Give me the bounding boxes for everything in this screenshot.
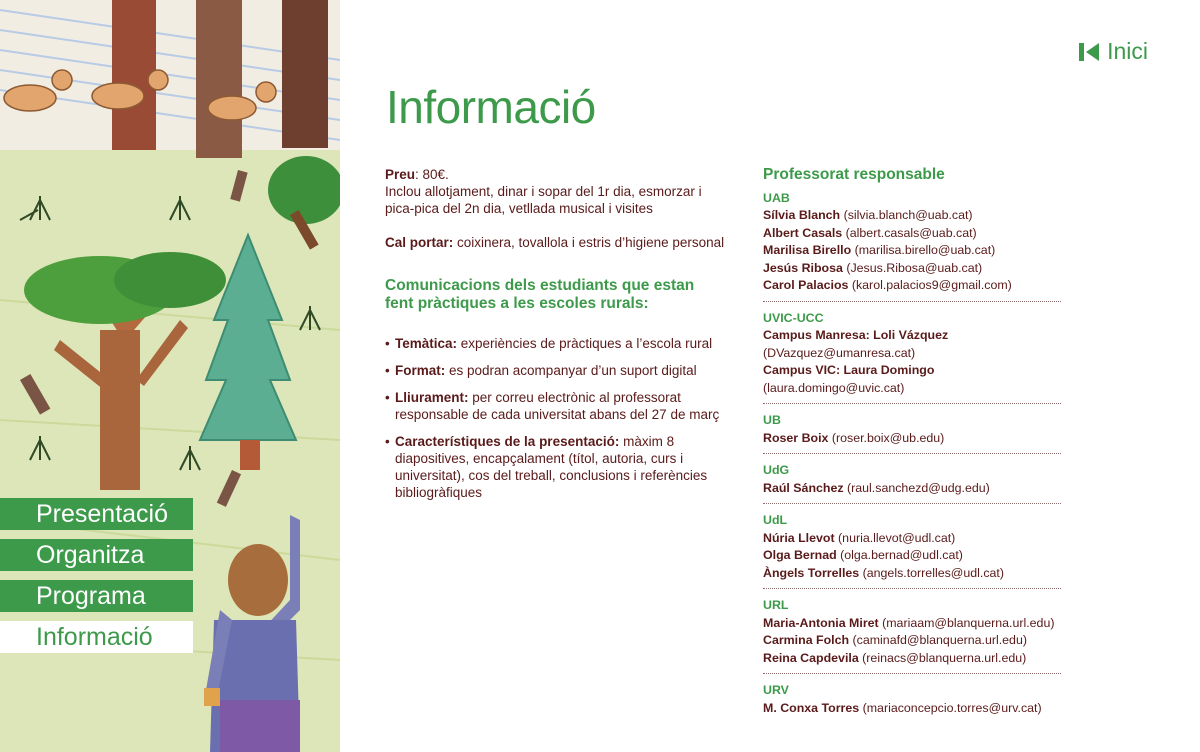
- list-item: [763, 615, 1061, 633]
- person-name: Albert Casals: [763, 225, 843, 240]
- list-item: [385, 362, 725, 379]
- home-label: Inici: [1107, 38, 1148, 64]
- bullet-label: Temàtica:: [395, 336, 458, 351]
- person-name: Sílvia Blanch: [763, 208, 841, 222]
- person-name: Olga Bernad: [763, 548, 837, 562]
- person-name: Núria Llevot: [763, 530, 835, 545]
- person-name: Campus VIC: Laura Domingo: [763, 363, 935, 377]
- list-item: [763, 362, 1061, 397]
- person-email[interactable]: (karol.palacios9@gmail.com): [848, 278, 1012, 292]
- person-name: M. Conxa Torres: [763, 700, 860, 715]
- price-value: : 80€.: [415, 167, 449, 182]
- person-name: Reina Capdevila: [763, 650, 859, 665]
- bullet-text: es podran acompanyar d’un suport digital: [445, 363, 697, 378]
- bullet-label: Format:: [395, 363, 446, 378]
- list-item: [763, 650, 1061, 668]
- person-name: Marilisa Birello: [763, 243, 852, 257]
- list-item: [763, 430, 1061, 448]
- person-email[interactable]: (caminafd@blanquerna.url.edu): [849, 633, 1027, 647]
- person-email[interactable]: (Jesus.Ribosa@uab.cat): [842, 260, 983, 275]
- university-group-ub: [763, 412, 1061, 454]
- person-email[interactable]: (raul.sanchezd@udg.edu): [843, 480, 990, 495]
- person-name: Maria-Antonia Miret: [763, 615, 879, 630]
- person-name: Campus Manresa: Loli Vázquez: [763, 328, 949, 342]
- bullet-text: per correu electrònic al professorat responsable de cada universitat abans del 27 de març: [395, 390, 720, 422]
- person-email[interactable]: (marilisa.birello@uab.cat): [851, 243, 996, 257]
- bullet-label: Lliurament:: [395, 390, 469, 405]
- list-item: [763, 530, 1061, 548]
- person-name: Àngels Torrelles: [763, 565, 860, 580]
- bring-value: coixinera, tovallola i estris d’higiene personal: [453, 235, 725, 250]
- university-name: URV: [763, 683, 789, 697]
- nav-item-organitza[interactable]: Organitza: [0, 539, 193, 571]
- staff-heading: Professorat responsable: [763, 166, 945, 183]
- price-block: [385, 166, 725, 217]
- person-email[interactable]: (albert.casals@uab.cat): [842, 225, 977, 240]
- bullet-text: experiències de pràctiques a l’escola rural: [457, 336, 713, 351]
- list-item: [385, 433, 725, 501]
- list-item: [763, 480, 1061, 498]
- university-name: UVIC-UCC: [763, 310, 824, 325]
- section-nav: [0, 498, 193, 662]
- list-item: [385, 389, 725, 423]
- university-name: UdL: [763, 513, 788, 527]
- person-email[interactable]: (laura.domingo@uvic.cat): [763, 380, 905, 395]
- university-group-uvic: [763, 310, 1061, 405]
- university-group-url: [763, 597, 1061, 674]
- comms-list: [385, 335, 725, 501]
- bring-label: Cal portar:: [385, 235, 454, 250]
- list-item: [763, 700, 1061, 718]
- list-item: [763, 207, 1061, 225]
- list-item: [763, 277, 1061, 295]
- list-item: [763, 242, 1061, 260]
- person-email[interactable]: (olga.bernad@udl.cat): [836, 548, 963, 562]
- person-email[interactable]: (mariaam@blanquerna.url.edu): [878, 615, 1055, 630]
- nav-item-presentacio[interactable]: Presentació: [0, 498, 193, 530]
- info-column: [385, 166, 725, 511]
- person-email[interactable]: (nuria.llevot@udl.cat): [834, 530, 956, 545]
- home-icon: [1079, 42, 1099, 62]
- person-email[interactable]: (roser.boix@ub.edu): [828, 430, 945, 445]
- university-group-urv: [763, 682, 1061, 723]
- nav-item-informacio[interactable]: Informació: [0, 621, 193, 653]
- person-email[interactable]: (mariaconcepcio.torres@urv.cat): [859, 700, 1042, 715]
- list-item: [763, 565, 1061, 583]
- comms-heading: Comunicacions dels estudiants que estan fent pràctiques a les escoles rurals:: [385, 277, 695, 312]
- university-group-uab: [763, 190, 1061, 302]
- university-name: UdG: [763, 463, 790, 477]
- price-label: Preu: [385, 167, 416, 182]
- person-email[interactable]: (DVazquez@umanresa.cat): [763, 345, 916, 360]
- university-name: UAB: [763, 190, 790, 205]
- person-name: Carol Palacios: [763, 278, 849, 292]
- person-name: Carmina Folch: [763, 633, 850, 647]
- bullet-text: màxim 8 diapositives, encapçalament (títol, autoria, curs i universitat), cos del treball, conclusions i referències bibliogràfiques: [395, 434, 708, 500]
- university-group-udg: [763, 462, 1061, 504]
- university-name: UB: [763, 413, 781, 427]
- bring-block: [385, 234, 725, 251]
- university-group-udl: [763, 512, 1061, 589]
- person-name: Jesús Ribosa: [763, 260, 843, 275]
- person-email[interactable]: (reinacs@blanquerna.url.edu): [858, 650, 1027, 665]
- person-name: Raúl Sánchez: [763, 480, 844, 495]
- home-link[interactable]: [1079, 38, 1148, 65]
- list-item: [763, 327, 1061, 362]
- page-title: Informació: [386, 81, 596, 133]
- list-item: [763, 547, 1061, 565]
- person-email[interactable]: (angels.torrelles@udl.cat): [859, 565, 1004, 580]
- university-name: URL: [763, 598, 789, 612]
- person-name: Roser Boix: [763, 430, 829, 445]
- person-email[interactable]: (silvia.blanch@uab.cat): [840, 208, 973, 222]
- list-item: [763, 260, 1061, 278]
- bullet-label: Característiques de la presentació:: [395, 434, 620, 449]
- nav-item-programa[interactable]: Programa: [0, 580, 193, 612]
- staff-column: [763, 166, 1103, 731]
- list-item: [385, 335, 725, 352]
- list-item: [763, 632, 1061, 650]
- price-includes: Inclou allotjament, dinar i sopar del 1r dia, esmorzar i pica-pica del 2n dia, vetllada musical i visites: [385, 184, 702, 216]
- list-item: [763, 225, 1061, 243]
